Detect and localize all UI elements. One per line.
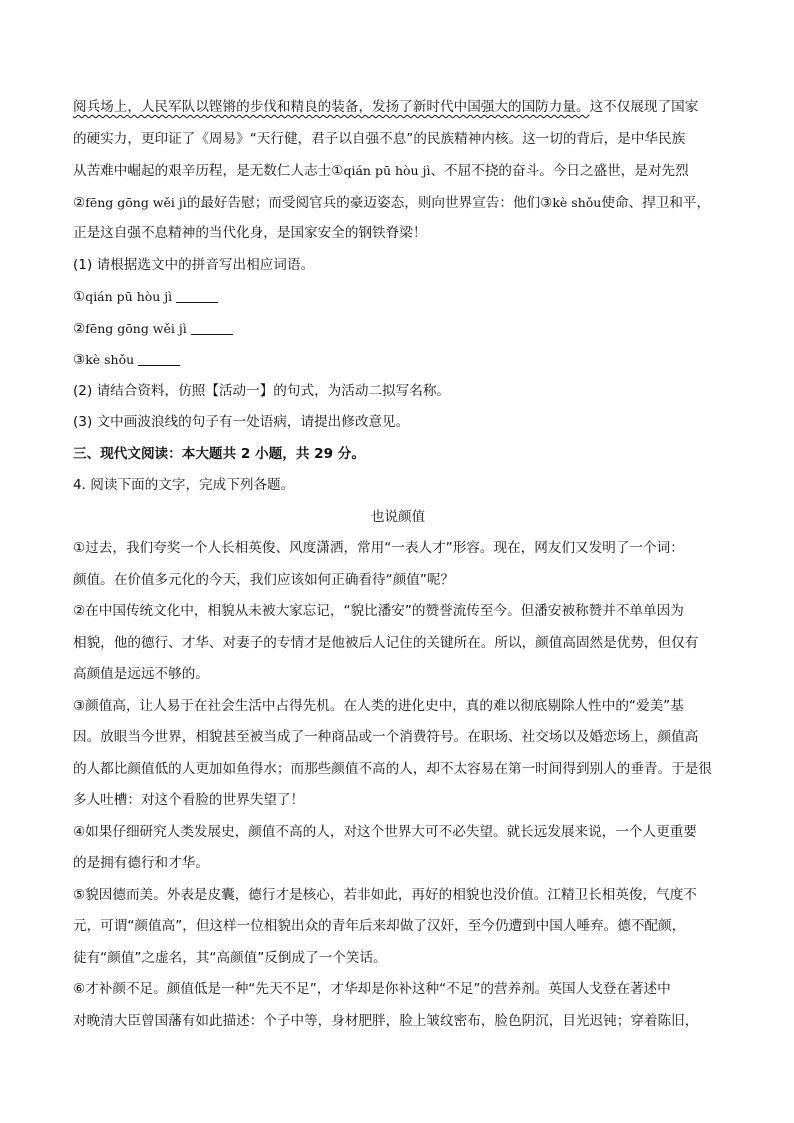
article-line: 多人吐槽：对这个看脸的世界失望了！ [73, 792, 305, 808]
question-3: (3) 文中画波浪线的句子有一处语病，请提出修改意见。 [73, 414, 410, 430]
question-4: 4. 阅读下面的文字，完成下列各题。 [73, 477, 295, 493]
article-line: 徒有“颜值”之虚名，其“高颜值”反倒成了一个笑话。 [73, 949, 387, 966]
answer-line-1: ①qián pū hòu jì [73, 281, 723, 313]
passage-line-1: 阅兵场上，人民军队以铿锵的步伐和精良的装备，发扬了新时代中国强大的国防力量。这不仅展现了国家 [73, 99, 699, 115]
question-1: (1) 请根据选文中的拼音写出相应词语。 [73, 256, 315, 273]
answer-blank-2[interactable] [191, 320, 233, 335]
article-line: 对晚清大臣曾国藩有如此描述：个子中等，身材肥胖，脸上皱纹密布，脸色阴沉，目光迟钝；穿着陈旧， [73, 1012, 699, 1029]
article-line: 的人都比颜值低的人更加如鱼得水；而那些颜值不高的人，却不太容易在第一时间得到别人的垂青。于是很 [73, 760, 712, 777]
answer-line-3: ③kè shǒu [73, 344, 723, 376]
article-line: ③颜值高，让人易于在社会生活中占得先机。在人类的进化史中，真的难以彻底剔除人性中的“爱美”基 [73, 697, 684, 714]
article-line: 因。放眼当今世界，相貌甚至被当成了一种商品或一个消费符号。在职场、社交场以及婚恋场上，颜值高 [73, 729, 699, 745]
pinyin-2: fēng gōng wěi jì [85, 194, 187, 210]
passage-line-4: ②fēng gōng wěi jì的最好告慰；而受阅官兵的豪迈姿态，则向世界宣告：他们③kè shǒu使命、捍卫和平， [73, 194, 711, 211]
passage-line-2: 的硬实力，更印证了《周易》“天行健，君子以自强不息”的民族精神内核。这一切的背后，是中华民族 [73, 130, 686, 147]
document-page [73, 92, 723, 1037]
answer-blank-1[interactable] [176, 288, 218, 303]
pinyin-3: kè shǒu [552, 194, 602, 210]
section-heading: 三、现代文阅读：本大题共 2 小题，共 29 分。 [73, 445, 365, 462]
answer-blank-3[interactable] [138, 351, 180, 366]
article-line: 高颜值是远远不够的。 [73, 666, 209, 682]
article-line: ⑤貌因德而美。外表是皮囊，德行才是核心，若非如此，再好的相貌也没价值。江精卫长相英俊，气度不 [73, 886, 697, 903]
passage-line-3: 从苦难中崛起的艰辛历程，是无数仁人志士①qián pū hòu jì、不屈不挠的奋斗。今日之盛世，是对先烈 [73, 163, 689, 179]
article-line: 元，可谓“颜值高”，但这样一位相貌出众的青年后来却做了汉奸，至今仍遭到中国人唾弃。德不配颜， [73, 918, 686, 934]
answer-line-2: ②fēng gōng wěi jì [73, 313, 723, 345]
article-line: ①过去，我们夸奖一个人长相英俊、风度潇洒，常用“一表人才”形容。现在，网友们又发明了一个词： [73, 540, 684, 556]
article-line: 颜值。在价值多元化的今天，我们应该如何正确看待“颜值”呢？ [73, 571, 455, 588]
article-line: ②在中国传统文化中，相貌从未被大家忘记，“貌比潘安”的赞誉流传至今。但潘安被称赞并不单单因为 [73, 603, 684, 619]
article-line: ④如果仔细研究人类发展史，颜值不高的人，对这个世界大可不必失望。就长远发展来说，一个人更重要 [73, 823, 697, 840]
article-line: 相貌，他的德行、才华、对妻子的专情才是他被后人记住的关键所在。所以，颜值高固然是优势，但仅有 [73, 634, 699, 651]
article-line: 的是拥有德行和才华。 [73, 855, 209, 871]
article-line: ⑥才补颜不足。颜值低是一种“先天不足”，才华却是你补这种“不足”的营养剂。英国人戈登在著述中 [73, 981, 671, 997]
question-2: (2) 请结合资料，仿照【活动一】的句式，为活动二拟写名称。 [73, 382, 451, 399]
passage-line-5: 正是这自强不息精神的当代化身，是国家安全的钢铁脊梁！ [73, 225, 427, 241]
wavy-underlined-sentence: 阅兵场上，人民军队以铿锵的步伐和精良的装备，发扬了新时代中国强大的国防力量。 [73, 99, 590, 115]
pinyin-1: qián pū hòu jì [343, 163, 431, 178]
article-title: 也说颜值 [370, 508, 426, 525]
